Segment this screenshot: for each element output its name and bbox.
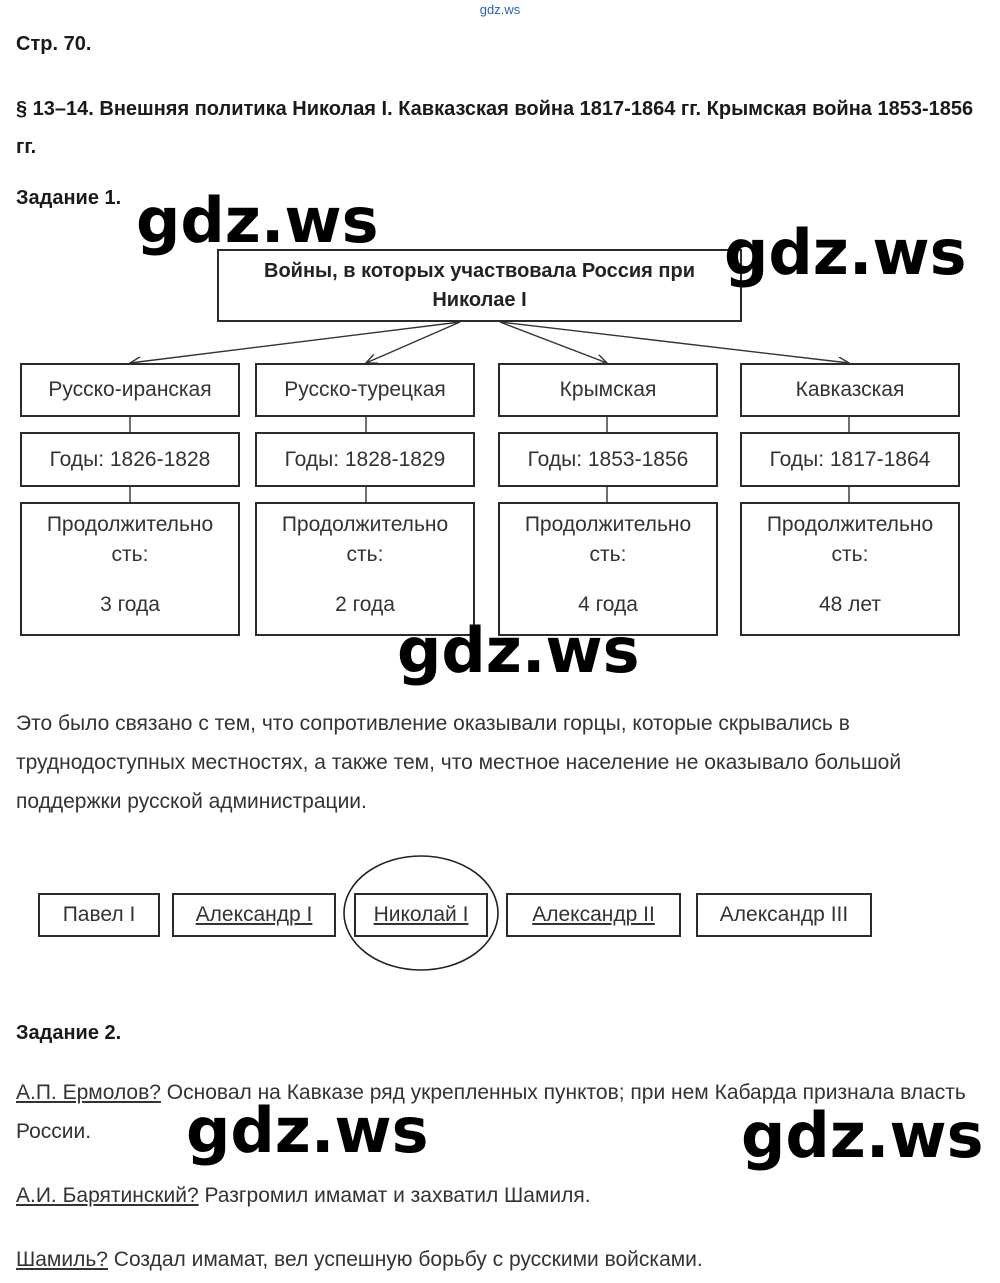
war-name-box: Русско-турецкая: [255, 363, 475, 417]
war-duration-box: Продолжительно сть: 4 года: [498, 502, 718, 636]
answer-item: А.И. Барятинский? Разгромил имамат и захватил Шамиля.: [16, 1184, 591, 1207]
war-years-box: Годы: 1817-1864: [740, 432, 960, 487]
answer-item: А.П. Ермолов? Основал на Кавказе ряд укрепленных пунктов; при нем Кабарда признала власть России.: [16, 1081, 966, 1143]
task2-label: Задание 2.: [16, 1022, 122, 1044]
watermark: gdz.ws: [186, 1094, 429, 1167]
war-duration-box: Продолжительно сть: 2 года: [255, 502, 475, 636]
watermark: gdz.ws: [724, 216, 967, 289]
task1-label: Задание 1.: [16, 187, 122, 209]
answer-person: А.И. Барятинский?: [16, 1184, 199, 1207]
war-name-box: Русско-иранская: [20, 363, 240, 417]
page-number: Стр. 70.: [16, 33, 92, 55]
war-duration-box: Продолжительно сть: 3 года: [20, 502, 240, 636]
watermark: gdz.ws: [397, 614, 640, 687]
war-name-box: Крымская: [498, 363, 718, 417]
arrow-1: [130, 322, 460, 363]
watermark: gdz.ws: [136, 184, 379, 257]
diagram-main-box: Войны, в которых участвовала Россия при Николае I: [217, 249, 742, 322]
war-duration-box: Продолжительно сть: 48 лет: [740, 502, 960, 636]
war-years-box: Годы: 1853-1856: [498, 432, 718, 487]
section-heading: § 13–14. Внешняя политика Николая I. Кавказская война 1817-1864 гг. Крымская война 1853-1856 гг.: [16, 98, 974, 158]
ruler-box-highlighted: Николай I: [354, 893, 488, 937]
answer-item: Шамиль? Создал имамат, вел успешную борьбу с русскими войсками.: [16, 1248, 703, 1271]
answer-person: А.П. Ермолов?: [16, 1081, 161, 1104]
ruler-box: Александр I: [172, 893, 336, 937]
war-years-box: Годы: 1828-1829: [255, 432, 475, 487]
ruler-box: Александр III: [696, 893, 872, 937]
war-years-box: Годы: 1826-1828: [20, 432, 240, 487]
answer-person: Шамиль?: [16, 1248, 108, 1271]
ruler-box: Александр II: [506, 893, 681, 937]
top-watermark: gdz.ws: [479, 2, 521, 17]
watermark: gdz.ws: [741, 1099, 984, 1172]
war-name-box: Кавказская: [740, 363, 960, 417]
ruler-box: Павел I: [38, 893, 160, 937]
explanation-text: Это было связано с тем, что сопротивление оказывали горцы, которые скрывались в труднодоступных местностях, а также тем, что местное население не оказывало большой поддержки русской администрации.: [16, 712, 902, 813]
